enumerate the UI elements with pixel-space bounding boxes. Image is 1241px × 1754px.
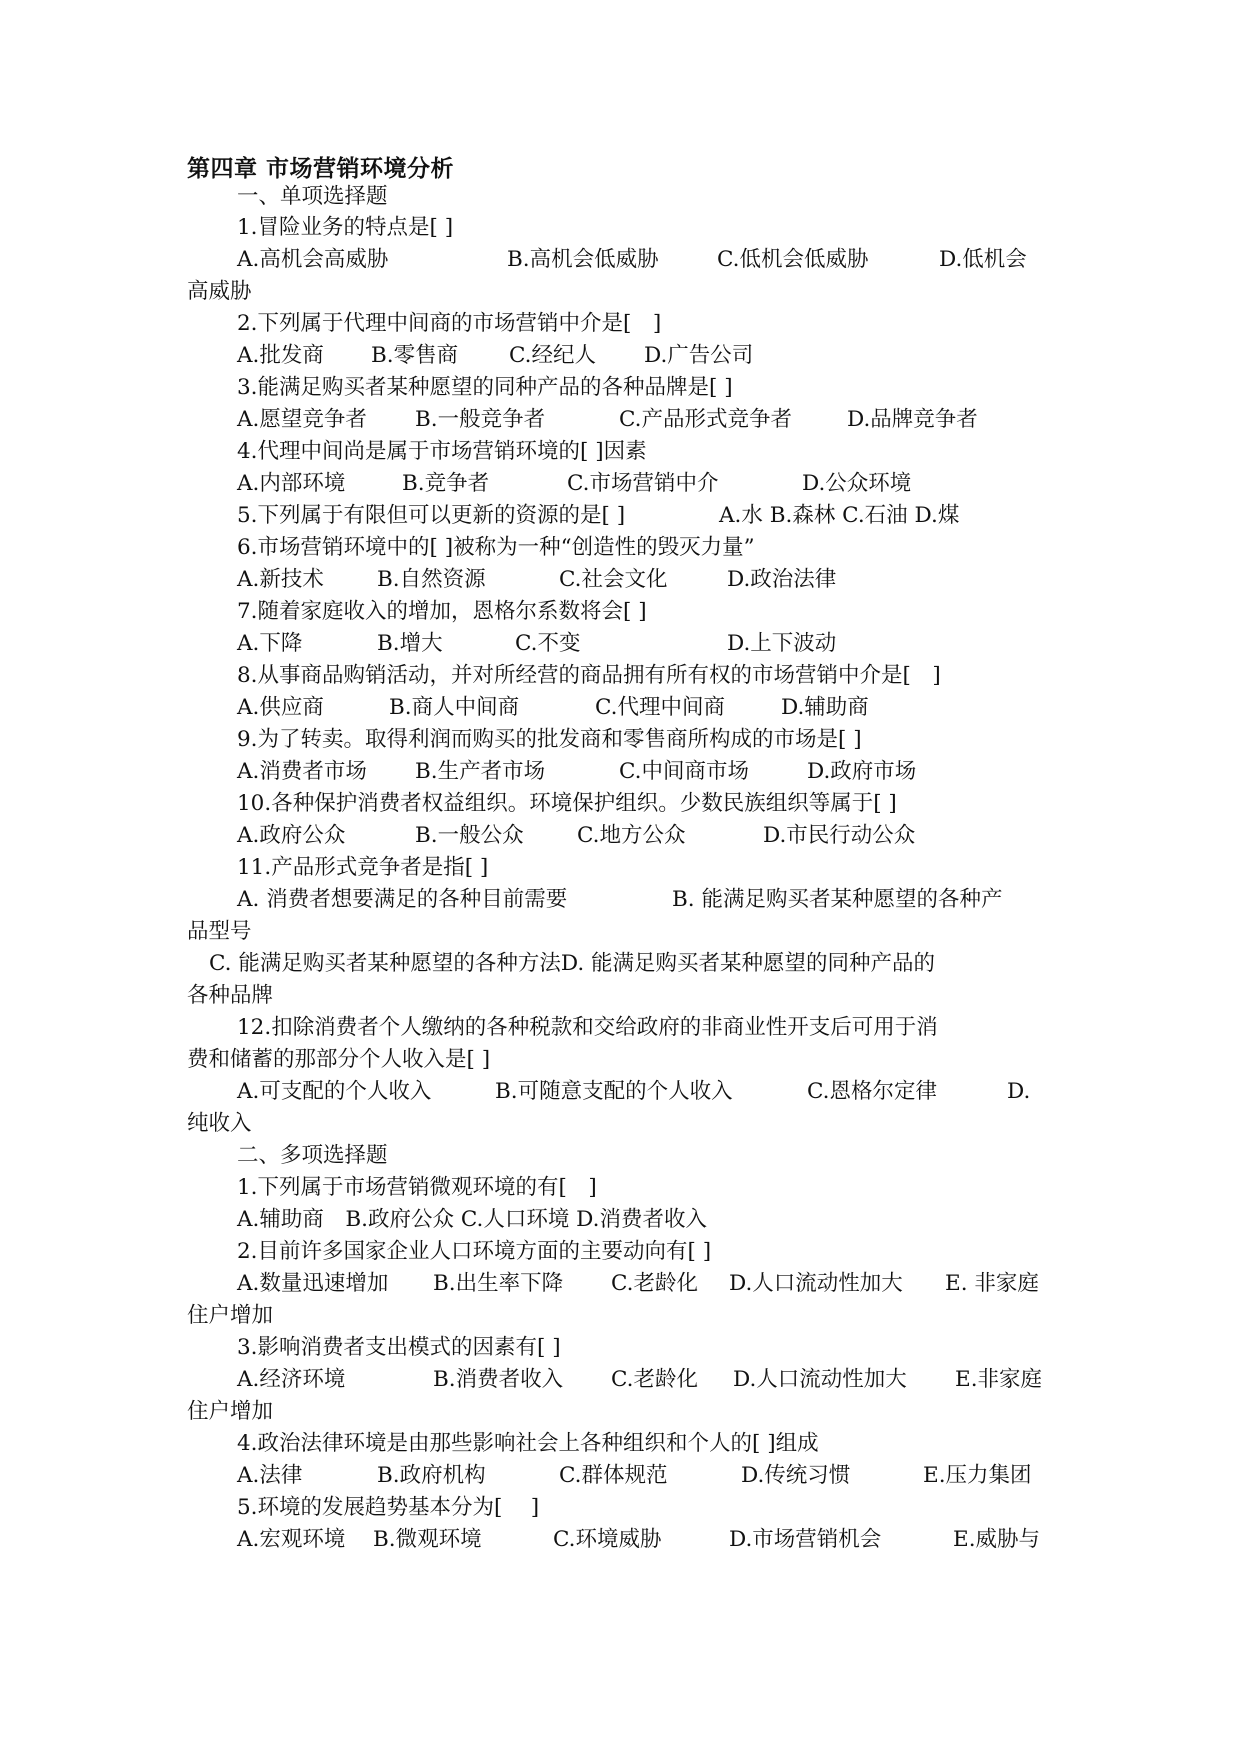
option-d: D.辅助商 — [781, 695, 869, 720]
option-continuation: 品型号 — [187, 919, 252, 944]
question-options — [237, 404, 978, 436]
option-b: B.自然资源 — [377, 567, 486, 592]
option-d: D. 能满足购买者某种愿望的同种产品的 — [560, 951, 936, 976]
option-d: D.政治法律 — [727, 567, 837, 592]
option-c: C.地方公众 — [577, 823, 686, 848]
question-stem: 8.从事商品购销活动，并对所经营的商品拥有所有权的市场营销中介是[ ] — [237, 663, 941, 688]
question-stem: 1.下列属于市场营销微观环境的有[ ] — [237, 1175, 597, 1200]
option-d: D. — [1007, 1079, 1031, 1104]
option-c: C. 能满足购买者某种愿望的各种方法 — [209, 951, 561, 976]
question-options — [237, 884, 1002, 916]
question-stem: 4.政治法律环境是由那些影响社会上各种组织和个人的[ ]组成 — [237, 1431, 819, 1456]
option-e: E.非家庭 — [955, 1367, 1043, 1392]
question-options — [237, 1076, 1030, 1108]
option-b: B.商人中间商 — [389, 695, 520, 720]
option-b: B.高机会低威胁 — [507, 247, 659, 272]
option-continuation: 住户增加 — [187, 1399, 274, 1424]
question-options — [237, 564, 836, 596]
option-a: A.数量迅速增加 — [237, 1271, 389, 1296]
question-options — [209, 948, 935, 980]
option-d: D.广告公司 — [644, 343, 754, 368]
question-options — [237, 244, 1027, 276]
question-options — [237, 692, 869, 724]
question-stem-continuation: 费和储蓄的那部分个人收入是[ ] — [187, 1047, 491, 1072]
option-e: E. 非家庭 — [945, 1271, 1039, 1296]
option-d: D.市场营销机会 — [729, 1527, 882, 1552]
option-a: A.高机会高威胁 — [237, 247, 389, 272]
option-a: A.可支配的个人收入 — [237, 1079, 432, 1104]
question-stem: 3.能满足购买者某种愿望的同种产品的各种品牌是[ ] — [237, 375, 733, 400]
question-options — [237, 820, 915, 852]
option-d: D.市民行动公众 — [763, 823, 916, 848]
question-stem: 5.环境的发展趋势基本分为[ ] — [237, 1495, 540, 1520]
option-d: D.政府市场 — [807, 759, 917, 784]
question-stem: 4.代理中间尚是属于市场营销环境的[ ]因素 — [237, 439, 647, 464]
option-b: B.一般竞争者 — [415, 407, 546, 432]
option-c: C.代理中间商 — [595, 695, 726, 720]
question-options — [237, 1364, 1042, 1396]
option-b: B.一般公众 — [415, 823, 524, 848]
section-heading-multiple-choice: 二、多项选择题 — [237, 1143, 388, 1168]
question-stem: 2.目前许多国家企业人口环境方面的主要动向有[ ] — [237, 1239, 712, 1264]
option-a: A.下降 — [237, 631, 303, 656]
question-options — [237, 1268, 1039, 1300]
chapter-title: 第四章 市场营销环境分析 — [187, 156, 455, 182]
option-d: D.人口流动性加大 — [729, 1271, 903, 1296]
question-stem: 1.冒险业务的特点是[ ] — [237, 215, 454, 240]
question-options: A.辅助商 B.政府公众 C.人口环境 D.消费者收入 — [237, 1207, 707, 1232]
option-d: D.人口流动性加大 — [733, 1367, 907, 1392]
question-with-options — [237, 500, 959, 532]
option-a: A.批发商 — [237, 343, 324, 368]
option-b: B.增大 — [377, 631, 443, 656]
option-c: C.中间商市场 — [619, 759, 750, 784]
option-c: C.市场营销中介 — [567, 471, 719, 496]
option-d: D.上下波动 — [727, 631, 837, 656]
option-a: A.内部环境 — [237, 471, 346, 496]
question-options — [237, 756, 916, 788]
option-a: A.宏观环境 — [237, 1527, 346, 1552]
question-stem: 3.影响消费者支出模式的因素有[ ] — [237, 1335, 561, 1360]
option-a: A.供应商 — [237, 695, 324, 720]
option-continuation: 住户增加 — [187, 1303, 274, 1328]
option-b: B.生产者市场 — [415, 759, 546, 784]
option-c: C.恩格尔定律 — [807, 1079, 938, 1104]
option-e: E.威胁与 — [953, 1527, 1041, 1552]
question-stem: 2.下列属于代理中间商的市场营销中介是[ ] — [237, 311, 662, 336]
option-a: A.政府公众 — [237, 823, 346, 848]
option-a: A.消费者市场 — [237, 759, 367, 784]
question-stem: 7.随着家庭收入的增加，恩格尔系数将会[ ] — [237, 599, 647, 624]
option-c: C.老龄化 — [611, 1271, 699, 1296]
option-b: B. 能满足购买者某种愿望的各种产 — [672, 887, 1003, 912]
question-options — [237, 1524, 1040, 1556]
option-d: D.公众环境 — [802, 471, 912, 496]
option-b: B.政府机构 — [377, 1463, 486, 1488]
option-continuation: 各种品牌 — [187, 983, 274, 1008]
question-stem: 9.为了转卖。取得利润而购买的批发商和零售商所构成的市场是[ ] — [237, 727, 862, 752]
option-a: A.经济环境 — [237, 1367, 346, 1392]
question-options — [237, 468, 911, 500]
question-options — [237, 628, 836, 660]
option-b: B.零售商 — [371, 343, 459, 368]
section-heading-single-choice: 一、单项选择题 — [237, 184, 388, 209]
option-d: D.传统习惯 — [741, 1463, 851, 1488]
option-c: C.群体规范 — [559, 1463, 668, 1488]
question-stem: 10.各种保护消费者权益组织。环境保护组织。少数民族组织等属于[ ] — [237, 791, 897, 816]
option-e: E.压力集团 — [923, 1463, 1032, 1488]
question-stem: 11.产品形式竞争者是指[ ] — [237, 855, 489, 880]
option-continuation: 纯收入 — [187, 1111, 252, 1136]
question-options — [237, 1460, 1032, 1492]
option-c: C.社会文化 — [559, 567, 668, 592]
option-a: A.愿望竞争者 — [237, 407, 367, 432]
question-options — [237, 340, 753, 372]
question-options: A.水 B.森林 C.石油 D.煤 — [719, 503, 960, 528]
option-c: C.经纪人 — [509, 343, 597, 368]
option-a: A.新技术 — [237, 567, 324, 592]
option-c: C.产品形式竞争者 — [619, 407, 793, 432]
option-b: B.出生率下降 — [433, 1271, 564, 1296]
option-c: C.不变 — [515, 631, 581, 656]
option-c: C.低机会低威胁 — [717, 247, 869, 272]
option-b: B.消费者收入 — [433, 1367, 564, 1392]
option-c: C.老龄化 — [611, 1367, 699, 1392]
option-c: C.环境威胁 — [553, 1527, 662, 1552]
option-d: D.品牌竞争者 — [847, 407, 978, 432]
option-a: A.法律 — [237, 1463, 303, 1488]
question-stem: 12.扣除消费者个人缴纳的各种税款和交给政府的非商业性开支后可用于消 — [237, 1015, 938, 1040]
question-stem: 5.下列属于有限但可以更新的资源的是[ ] — [237, 503, 626, 528]
option-b: B.微观环境 — [373, 1527, 482, 1552]
question-stem: 6.市场营销环境中的[ ]被称为一种“创造性的毁灭力量” — [237, 535, 755, 560]
option-d: D.低机会 — [939, 247, 1027, 272]
option-continuation: 高威胁 — [187, 279, 252, 304]
option-b: B.竞争者 — [402, 471, 490, 496]
option-b: B.可随意支配的个人收入 — [495, 1079, 733, 1104]
option-a: A. 消费者想要满足的各种目前需要 — [237, 887, 568, 912]
